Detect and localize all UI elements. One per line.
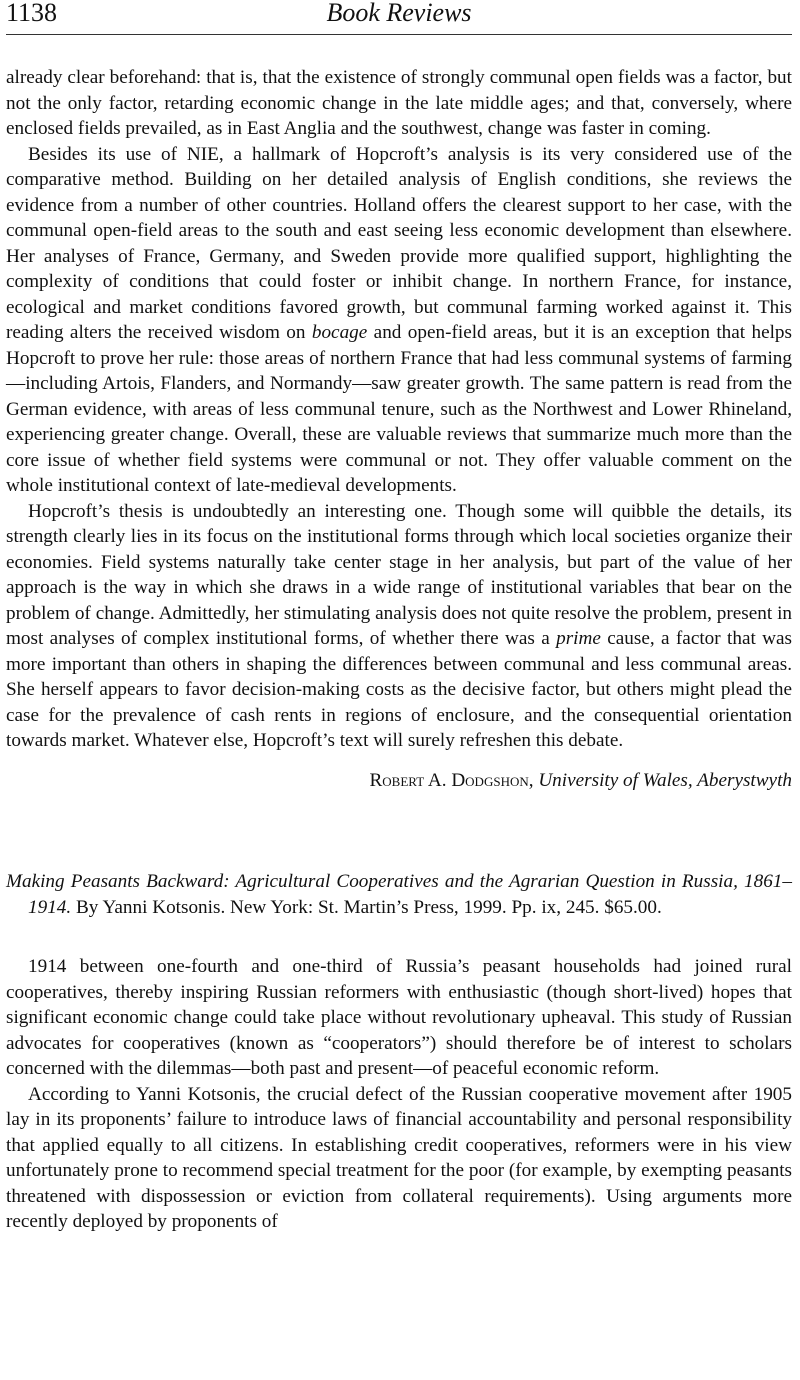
review-2-body — [6, 954, 792, 1235]
page-header — [6, 0, 792, 35]
text-span: According to Yanni Kotsonis, the crucial defect of the Russian cooperative movement after 1905 lay in its proponents’ failure to introduce laws of financial accountability and personal responsibility that applied equally to all citizens. In establishing credit cooperatives, reformers were in his view unfortunately prone to recommend special treatment for the poor (for example, by exempting peasants threatened with dispossession or eviction from collateral requirements). Using arguments more recently deployed by proponents of — [6, 1083, 792, 1232]
review-2-paragraph-2 — [6, 1082, 792, 1235]
text-span: Besides its use of NIE, a hallmark of Hopcroft’s analysis is its very considered use of the comparative method. Building on her detailed analysis of English conditions, she reviews the evidence from a number of other countries. Holland offers the clearest support to her case, with the communal open-field areas to the south and east seeing less economic development than elsewhere. Her analyses of France, Germany, and Sweden provide more qualified support, highlighting the complexity of conditions that could foster or inhibit change. In northern France, for instance, ecological and market conditions favored growth, but communal farming worked against it. This reading alters the received wisdom on — [6, 143, 792, 343]
review-1-paragraph-3 — [6, 499, 792, 754]
book-details: By Yanni Kotsonis. New York: St. Martin’s Press, 1999. Pp. ix, 245. $65.00. — [71, 896, 662, 918]
text-span: 1914 between one-fourth and one-third of Russia’s peasant households had joined rural cooperatives, thereby inspiring Russian reformers with enthusiastic (though short-lived) hopes that significant economic change could take place without revolutionary upheaval. This study of Russian advocates for cooperatives (known as “cooperators”) should therefore be of interest to scholars concerned with the dilemmas—both past and present—of peaceful economic reform. — [6, 956, 792, 1079]
text-span: already clear beforehand: that is, that the existence of strongly communal open fields was a factor, but not the only factor, retarding economic change in the late middle ages; and that, conversely, where enclosed fields prevailed, as in East Anglia and the southwest, change was faster in coming. — [6, 67, 792, 139]
reviewer-affiliation: University of Wales, Aberystwyth — [538, 769, 792, 791]
italic-term: bocage — [311, 322, 368, 343]
page-number: 1138 — [6, 0, 58, 27]
reviewer-signature — [6, 768, 792, 794]
book-citation — [6, 869, 792, 920]
reviewer-name: Robert A. Dodgshon — [369, 769, 529, 791]
book-title: Making Peasants Backward: Agricultural Cooperatives and the Agrarian Question in Russia, 1861–1914. — [6, 871, 792, 918]
review-1-paragraph-1 — [6, 65, 792, 142]
running-head: Book Reviews — [326, 0, 472, 27]
text-span: Hopcroft’s thesis is undoubtedly an interesting one. Though some will quibble the details, its strength clearly lies in its focus on the institutional forms through which local societies organize their economies. Field systems naturally take center stage in her analysis, but part of the value of her approach is the way in which she draws in a wide range of institutional variables that bear on the problem of change. Admittedly, her stimulating analysis does not quite resolve the problem, present in most analyses of complex institutional forms, of whether there was a — [6, 500, 792, 649]
review-1-paragraph-2 — [6, 142, 792, 499]
italic-term: prime — [556, 628, 601, 649]
review-1-body — [6, 65, 792, 754]
text-span: and open-field areas, but it is an exception that helps Hopcroft to prove her rule: those areas of northern France that had less communal systems of farming—including Artois, Flanders, and Normandy—saw greater growth. The same pattern is read from the German evidence, with areas of less communal tenure, such as the Northwest and Lower Rhineland, experiencing greater change. Overall, these are valuable reviews that summarize much more than the core issue of whether field systems were communal or not. They offer valuable comment on the whole institutional context of late-medieval developments. — [6, 322, 792, 496]
signature-separator: , — [528, 769, 539, 791]
review-2-paragraph-1 — [6, 954, 792, 1082]
text-span: cause, a factor that was more important than others in shaping the differences between communal and less communal areas. She herself appears to favor decision-making costs as the decisive factor, but others might plead the case for the prevalence of cash rents in regions of enclosure, and the consequential orientation towards market. Whatever else, Hopcroft’s text will surely refreshen this debate. — [6, 628, 792, 751]
